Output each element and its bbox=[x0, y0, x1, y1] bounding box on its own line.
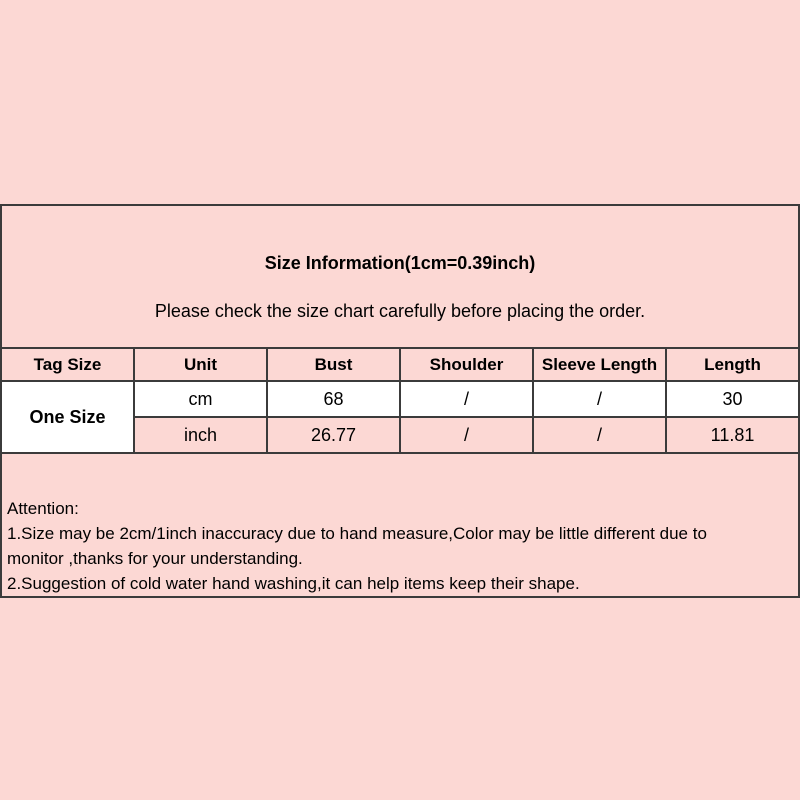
column-header-length: Length bbox=[666, 348, 799, 381]
bust-value-cm: 68 bbox=[267, 381, 400, 417]
column-header-sleeve-length: Sleeve Length bbox=[533, 348, 666, 381]
sleeve-length-value-inch: / bbox=[533, 417, 666, 453]
column-header-shoulder: Shoulder bbox=[400, 348, 533, 381]
column-header-tag-size: Tag Size bbox=[1, 348, 134, 381]
page-title: Size Information(1cm=0.39inch) bbox=[264, 253, 536, 273]
attention-section bbox=[7, 496, 765, 596]
attention-heading: Attention: bbox=[7, 499, 79, 518]
attention-note-2: 2.Suggestion of cold water hand washing,it can help items keep their shape. bbox=[7, 574, 580, 593]
size-table bbox=[0, 347, 800, 454]
sleeve-length-value-cm: / bbox=[533, 381, 666, 417]
shoulder-value-inch: / bbox=[400, 417, 533, 453]
length-value-cm: 30 bbox=[666, 381, 799, 417]
length-value-inch: 11.81 bbox=[666, 417, 799, 453]
column-header-unit: Unit bbox=[134, 348, 267, 381]
unit-cell-cm: cm bbox=[134, 381, 267, 417]
shoulder-value-cm: / bbox=[400, 381, 533, 417]
attention-note-1: 1.Size may be 2cm/1inch inaccuracy due to hand measure,Color may be little different due to monitor ,thanks for your understanding. bbox=[7, 524, 707, 568]
table-row-cm bbox=[1, 381, 799, 417]
unit-cell-inch: inch bbox=[134, 417, 267, 453]
column-header-bust: Bust bbox=[267, 348, 400, 381]
page-subtitle: Please check the size chart carefully before placing the order. bbox=[154, 301, 646, 321]
tag-size-cell: One Size bbox=[1, 381, 134, 453]
bust-value-inch: 26.77 bbox=[267, 417, 400, 453]
table-header-row bbox=[1, 348, 799, 381]
